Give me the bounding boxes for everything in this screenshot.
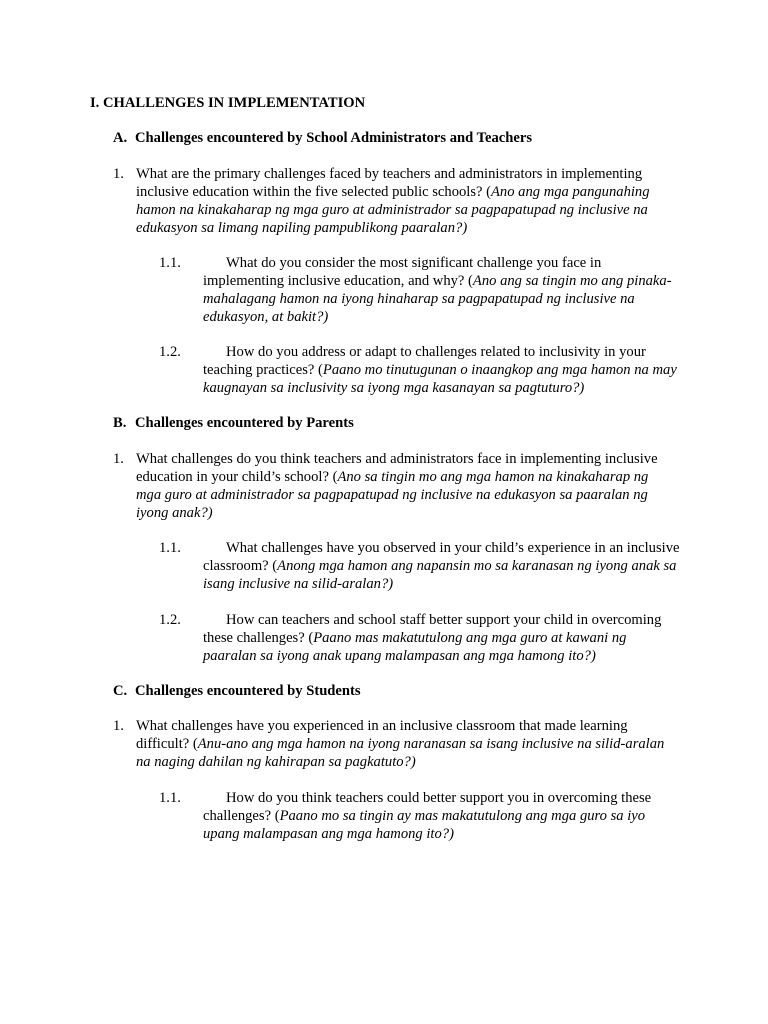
- question-translation: Anu-ano ang mga hamon na iyong naranasan sa isang inclusive na silid-aralan na naging dahilan ng kahirapan sa pagkatuto?): [136, 736, 665, 770]
- subquestion-b-1-2: [159, 611, 681, 665]
- question-text: What are the primary challenges faced by teachers and administrators in implementing inclusive education within the five selected public schools? (: [136, 166, 643, 200]
- document-heading: I. CHALLENGES IN IMPLEMENTATION: [90, 95, 366, 111]
- question-b-1: [113, 450, 673, 522]
- question-number: 1.: [113, 718, 124, 734]
- subquestion-text: What do you consider the most significant challenge you face in implementing inclusive education, and why? (: [203, 255, 602, 289]
- section-c-title: [113, 682, 361, 700]
- section-label: A.: [113, 130, 128, 146]
- question-text: What challenges do you think teachers and administrators face in implementing inclusive education in your child’s school? (: [136, 451, 658, 485]
- section-label: B.: [113, 415, 127, 431]
- subquestion-translation: Paano mo sa tingin ay mas makatutulong ang mga guro sa iyo upang malampasan ang mga hamong ito?): [203, 808, 646, 842]
- question-number: 1.: [113, 451, 124, 467]
- section-title: Challenges encountered by School Administrators and Teachers: [135, 130, 533, 146]
- question-translation: Ano sa tingin mo ang mga hamon na kinakaharap ng mga guro at administrador sa pagpapatupad ng inclusive na edukasyon sa paaralan ng iyong anak?): [136, 469, 649, 521]
- question-text: What challenges have you experienced in an inclusive classroom that made learning difficult? (: [136, 718, 628, 752]
- subquestion-text: How do you think teachers could better support you in overcoming these challenges? (: [203, 790, 652, 824]
- subquestion-a-1-2: [159, 343, 681, 397]
- subquestion-number: 1.2.: [159, 612, 181, 628]
- question-a-1: [113, 165, 673, 237]
- subquestion-translation: Paano mas makatutulong ang mga guro at kawani ng paaralan sa iyong anak upang malampasan ang mga hamong ito?): [203, 630, 627, 664]
- subquestion-translation: Paano mo tinutugunan o inaangkop ang mga hamon na may kaugnayan sa inclusivity sa iyong mga kasanayan sa pagtuturo?): [203, 362, 677, 396]
- subquestion-number: 1.1.: [159, 790, 181, 806]
- subquestion-translation: Ano ang sa tingin mo ang pinaka-mahalagang hamon na iyong hinaharap sa pagpapatupad ng inclusive na edukasyon, at bakit?): [203, 273, 672, 325]
- subquestion-number: 1.2.: [159, 344, 181, 360]
- section-b-title: [113, 414, 354, 432]
- subquestion-text: How can teachers and school staff better support your child in overcoming these challenges? (: [203, 612, 662, 646]
- question-translation: Ano ang mga pangunahing hamon na kinakaharap ng mga guro at administrador sa pagpapatupad ng inclusive na edukasyon sa limang napiling pampublikong paaralan?): [136, 184, 650, 236]
- subquestion-b-1-1: [159, 539, 681, 593]
- subquestion-text: What challenges have you observed in your child’s experience in an inclusive classroom? (: [203, 540, 680, 574]
- subquestion-number: 1.1.: [159, 540, 181, 556]
- section-a-title: [113, 129, 532, 147]
- subquestion-translation: Anong mga hamon ang napansin mo sa karanasan ng iyong anak sa isang inclusive na silid-aralan?): [203, 558, 677, 592]
- section-label: C.: [113, 683, 128, 699]
- section-title: Challenges encountered by Students: [135, 683, 361, 699]
- subquestion-text: How do you address or adapt to challenges related to inclusivity in your teaching practices? (: [203, 344, 646, 378]
- subquestion-a-1-1: [159, 254, 681, 326]
- question-number: 1.: [113, 166, 124, 182]
- section-title: Challenges encountered by Parents: [135, 415, 354, 431]
- subquestion-c-1-1: [159, 789, 681, 843]
- subquestion-number: 1.1.: [159, 255, 181, 271]
- question-c-1: [113, 717, 673, 771]
